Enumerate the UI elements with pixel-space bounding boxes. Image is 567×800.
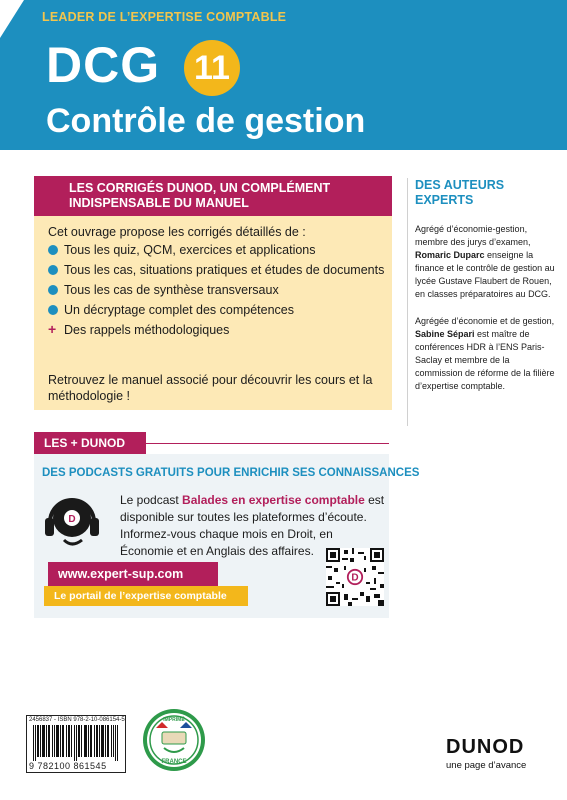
author-bio-duparc [415, 223, 555, 301]
book-title: Contrôle de gestion [46, 102, 366, 140]
list-item [48, 302, 388, 318]
corriges-heading: LES CORRIGÉS DUNOD, UN COMPLÉMENT INDISPENSABLE DU MANUEL [34, 176, 392, 216]
list-item-text: Des rappels méthodologiques [64, 323, 230, 337]
plus-dunod-label: LES + DUNOD [34, 432, 146, 454]
barcode-bars [31, 725, 121, 761]
podcast-heading: DES PODCASTS GRATUITS POUR ENRICHIR SES CONNAISSANCES [42, 467, 420, 479]
corriges-outro: Retrouvez le manuel associé pour découvrir les cours et la méthodologie ! [48, 373, 373, 403]
author-name: Romaric Duparc [415, 250, 485, 260]
isbn-text: 2456837 - ISBN 978-2-10-086154-5 [29, 717, 125, 723]
author-name: Sabine Sépari [415, 329, 475, 339]
bullet-plus-icon: + [48, 321, 57, 337]
header-tagline: LEADER DE L’EXPERTISE COMPTABLE [42, 10, 287, 24]
svg-text:IMPRIMÉ: IMPRIMÉ [163, 717, 185, 723]
author-bio-text: enseigne la finance et le contrôle de gestion au lycée Gustave Flaubert de Rouen, en classes préparatoires au DCG. [415, 250, 555, 299]
list-item-text: Tous les quiz, QCM, exercices et applications [64, 243, 316, 257]
list-item [48, 242, 388, 258]
podcast-panel [34, 454, 420, 618]
series-number-badge: 11 [184, 40, 240, 96]
authors-heading: DES AUTEURS EXPERTS [415, 178, 505, 207]
series-title: DCG [46, 37, 161, 93]
headphones-icon [42, 488, 102, 550]
list-item-text: Tous les cas, situations pratiques et études de documents [64, 263, 385, 277]
corriges-panel [34, 176, 392, 410]
author-bio-text: est maître de conférences HDR à l’ENS Paris-Saclay et membre de la commission de réforme de la filière d’expertise comptable. [415, 329, 555, 391]
list-item [48, 262, 388, 278]
list-item-text: Tous les cas de synthèse transversaux [64, 283, 279, 297]
podcast-text: est disponible sur toutes les plateformes d’écoute. Informez-vous chaque mois en Droit, en Économie et en Anglais des affaires. [120, 493, 385, 558]
cover-header [0, 0, 567, 150]
podcast-text: Le podcast [120, 493, 183, 507]
bullet-dot-icon [48, 285, 58, 295]
barcode [26, 715, 126, 773]
plus-dunod-rule [146, 443, 389, 444]
portal-tagline: Le portail de l’expertise comptable [44, 586, 248, 606]
publisher-logo: DUNOD [446, 736, 525, 758]
publisher-tagline: une page d’avance [446, 760, 527, 771]
bullet-dot-icon [48, 305, 58, 315]
corriges-list [48, 242, 388, 342]
author-bio-separi [415, 315, 555, 393]
list-item [48, 282, 388, 298]
list-item [48, 322, 388, 338]
svg-text:D: D [68, 514, 76, 525]
corriges-intro: Cet ouvrage propose les corrigés détaillés de : [48, 225, 306, 239]
column-divider [407, 178, 408, 426]
svg-text:D: D [351, 572, 359, 584]
header-corner-cut [0, 0, 24, 38]
bullet-dot-icon [48, 245, 58, 255]
website-link[interactable]: www.expert-sup.com [48, 562, 218, 586]
podcast-name: Balades en expertise comptable [182, 493, 365, 507]
bullet-dot-icon [48, 265, 58, 275]
author-bio-text: Agrégée d’économie et de gestion, [415, 316, 555, 326]
qr-code [326, 548, 384, 606]
svg-text:FRANCE: FRANCE [161, 759, 187, 765]
author-bio-text: Agrégé d’économie-gestion, membre des jurys d’examen, [415, 224, 531, 247]
barcode-number: 9 782100 861545 [29, 761, 107, 771]
imprime-en-france-seal [142, 708, 206, 772]
list-item-text: Un décryptage complet des compétences [64, 303, 294, 317]
